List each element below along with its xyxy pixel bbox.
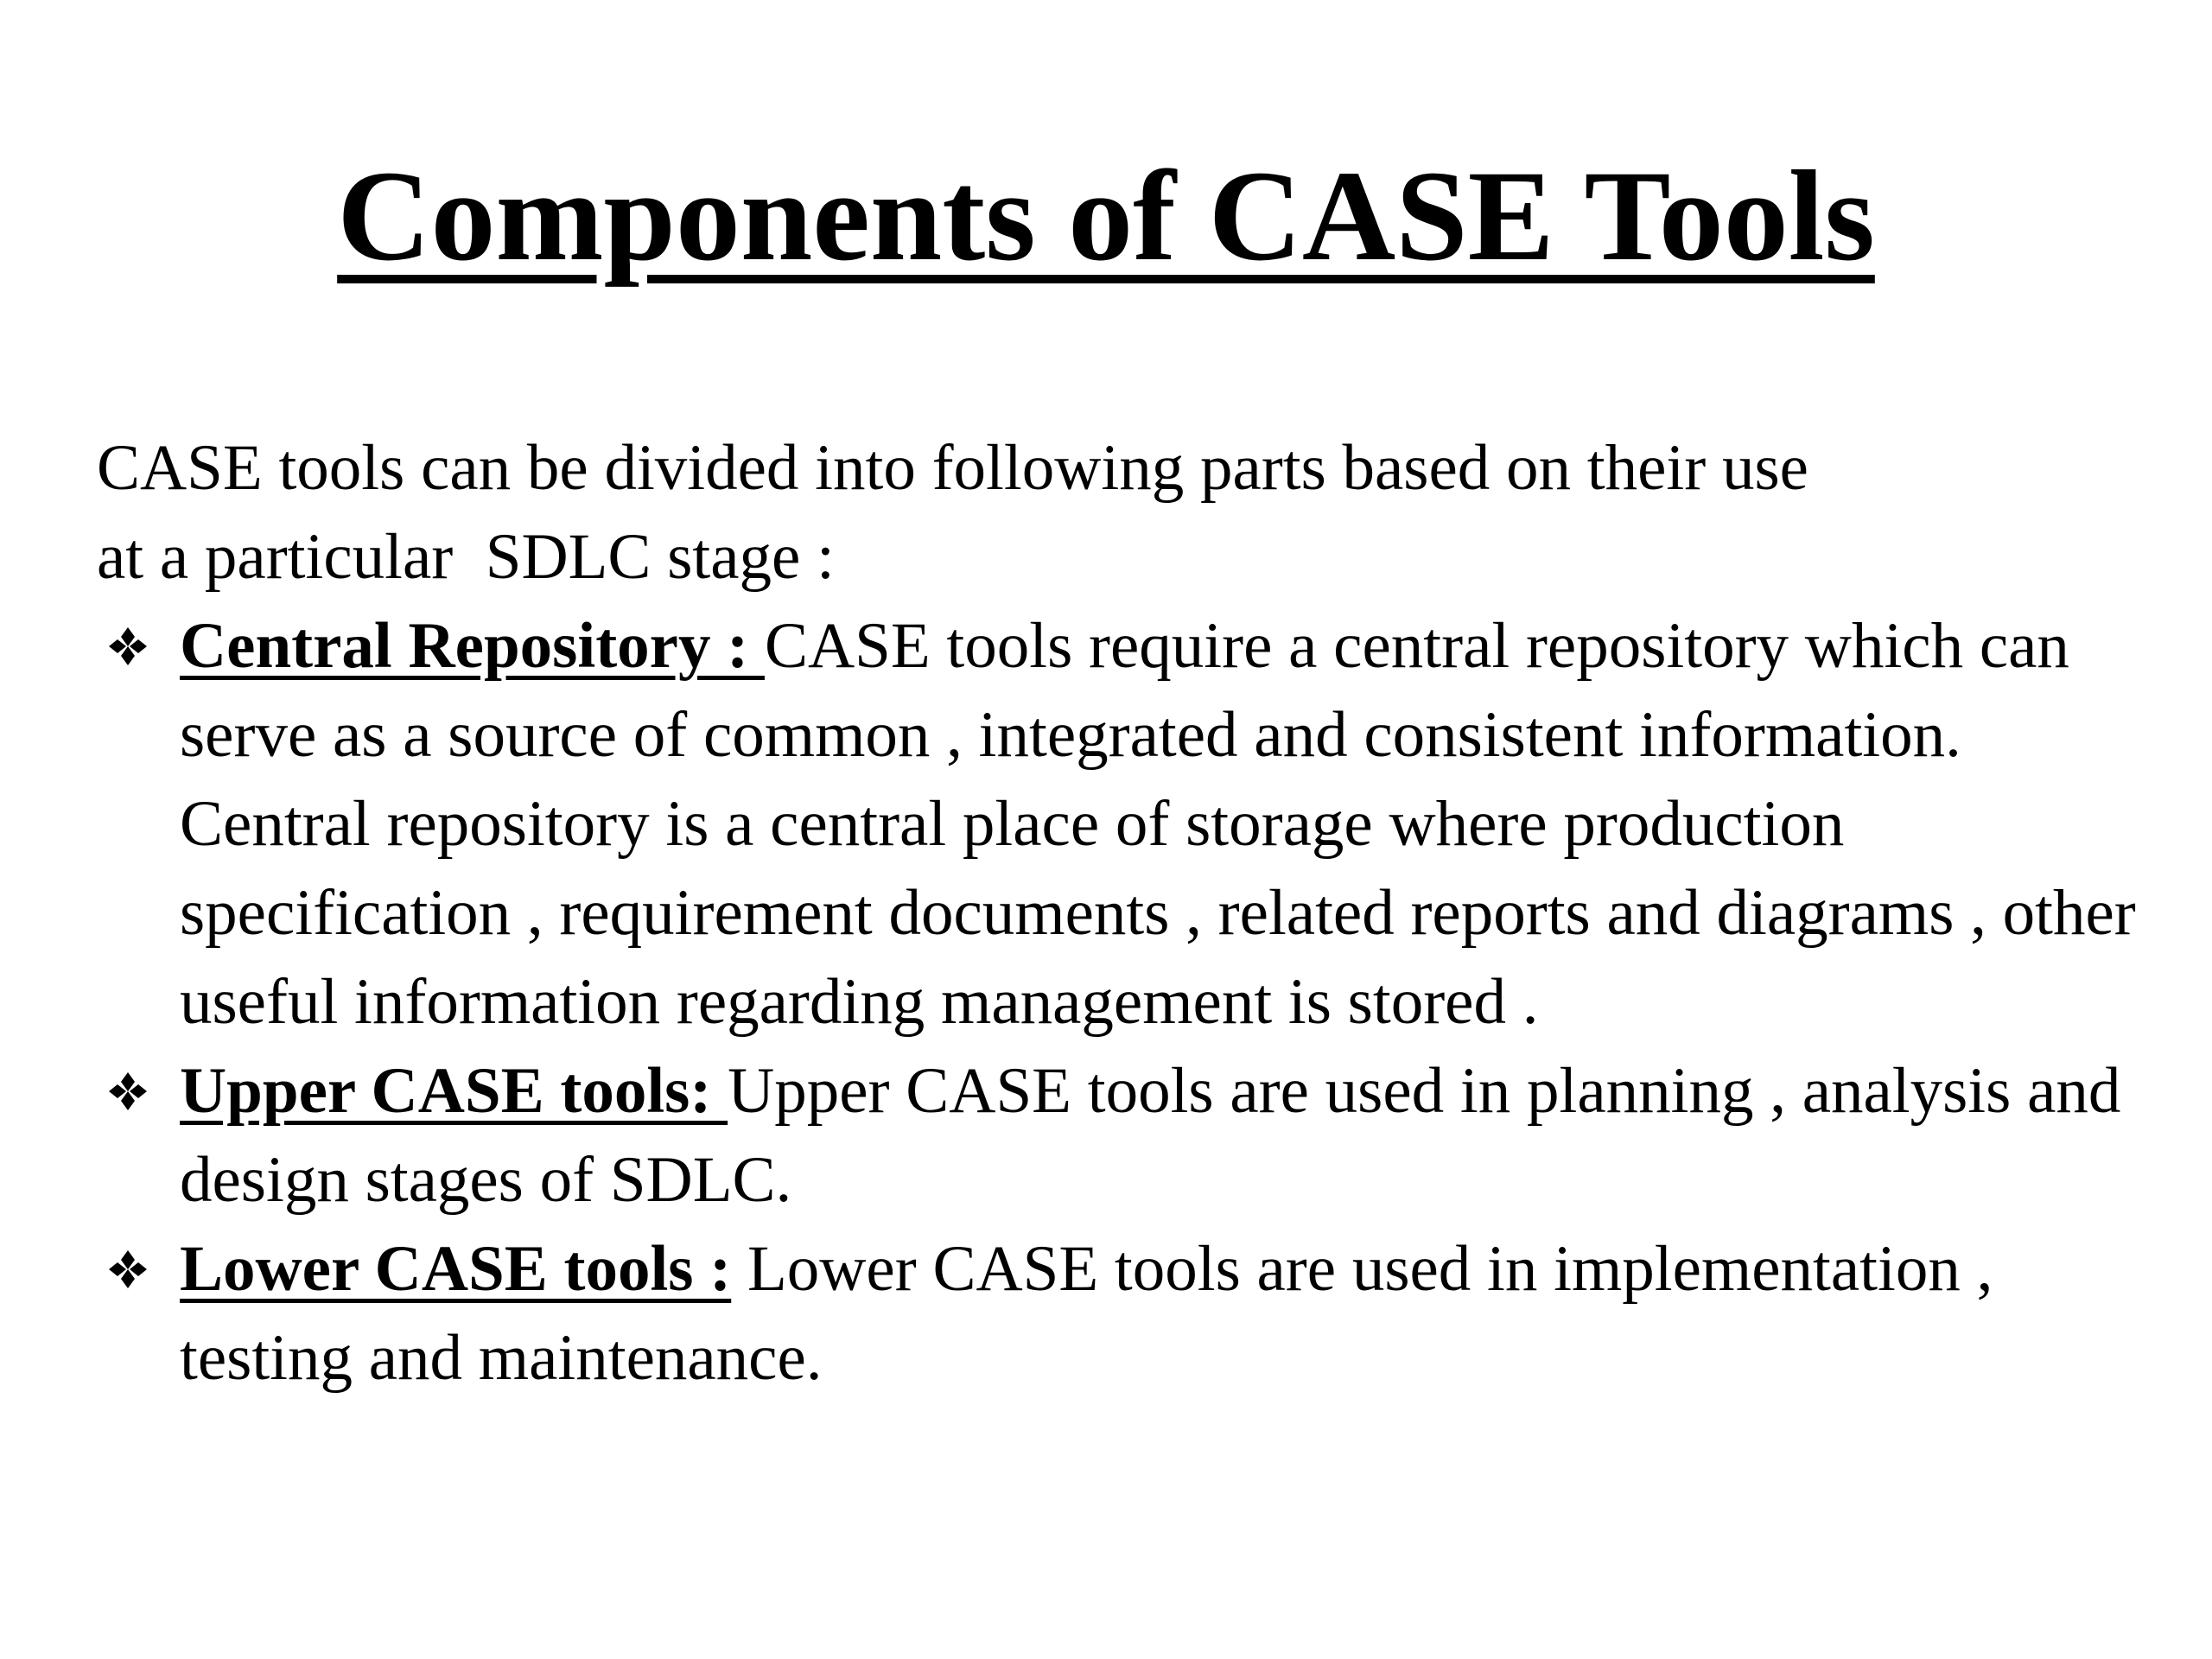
intro-paragraph <box>97 423 2153 601</box>
slide-title: Components of CASE Tools <box>337 144 1875 288</box>
bullet-upper-case-tools <box>97 1046 2153 1224</box>
bullet-list <box>97 601 2153 1402</box>
bullet-term: Upper CASE tools: <box>180 1055 728 1127</box>
bullet-text: Upper CASE tools are used in planning , analysis and design stages of SDLC. <box>180 1055 2121 1216</box>
intro-line-2: at a particular SDLC stage : <box>97 521 835 593</box>
intro-line-1: CASE tools can be divided into following parts based on their use <box>97 432 1808 504</box>
four-diamond-bullet-icon <box>102 1250 154 1288</box>
bullet-central-repository <box>97 601 2153 1046</box>
bullet-text: Lower CASE tools are used in implementation , testing and maintenance. <box>180 1233 1993 1394</box>
bullet-term: Central Repository : <box>180 610 765 682</box>
four-diamond-bullet-icon <box>102 627 154 665</box>
four-diamond-bullet-icon <box>102 1072 154 1110</box>
bullet-text: CASE tools require a central repository which can serve as a source of common , integrated and consistent information. Central repository is a central place of storage where production specification , requirement documents , related reports and diagrams , other useful information regarding management is stored . <box>180 610 2136 1038</box>
bullet-lower-case-tools <box>97 1224 2153 1402</box>
bullet-term: Lower CASE tools : <box>180 1233 732 1305</box>
slide-body <box>97 423 2153 1402</box>
